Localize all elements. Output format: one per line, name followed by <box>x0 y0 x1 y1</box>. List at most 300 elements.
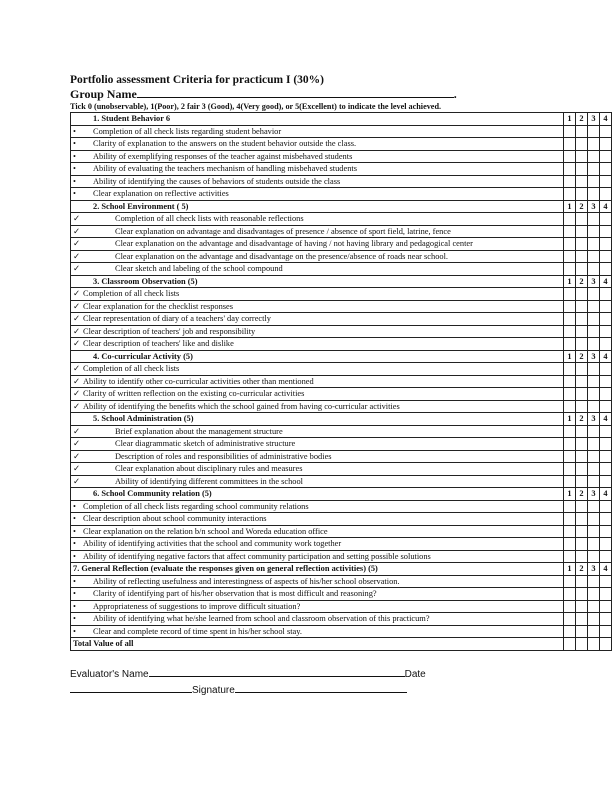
score-header-1[interactable]: 1 <box>564 488 576 501</box>
bullet-icon: • <box>73 514 76 523</box>
section-heading: 4. Co-curricular Activity (5) <box>71 350 564 363</box>
score-cell-4[interactable] <box>600 513 612 526</box>
score-cell-2[interactable] <box>576 375 588 388</box>
score-header-3[interactable]: 3 <box>588 563 600 576</box>
evaluator-name-field[interactable] <box>149 667 405 677</box>
score-cell-4[interactable] <box>600 225 612 238</box>
score-cell-4[interactable] <box>600 263 612 276</box>
criteria-text: Ability of reflecting usefulness and interestingness of aspects of his/her school observation. <box>93 576 400 586</box>
score-cell-1[interactable] <box>564 250 576 263</box>
checkmark-icon: ✓ <box>73 476 81 486</box>
score-cell-2[interactable] <box>576 588 588 601</box>
score-cell-3[interactable] <box>588 263 600 276</box>
score-header-2[interactable]: 2 <box>576 200 588 213</box>
criteria-text: Clear description of teachers' like and dislike <box>83 339 234 348</box>
score-cell-3[interactable] <box>588 175 600 188</box>
score-cell-2[interactable] <box>576 625 588 638</box>
bullet-icon: • <box>73 539 76 548</box>
score-cell-1[interactable] <box>564 225 576 238</box>
score-cell-2[interactable] <box>576 500 588 513</box>
evaluator-row <box>70 667 590 680</box>
checkmark-icon: ✓ <box>73 226 81 236</box>
score-cell-4[interactable] <box>600 463 612 476</box>
score-header-4[interactable]: 4 <box>600 563 612 576</box>
date-label: Date <box>404 669 426 680</box>
criteria-row <box>71 600 612 613</box>
score-header-3[interactable]: 3 <box>588 275 600 288</box>
criteria-row <box>71 300 612 313</box>
score-cell-1[interactable] <box>564 600 576 613</box>
score-cell-4[interactable] <box>600 375 612 388</box>
criteria-row <box>71 538 612 551</box>
section-header-row <box>71 113 612 126</box>
score-cell-4[interactable] <box>600 250 612 263</box>
score-cell-4[interactable] <box>600 125 612 138</box>
checkmark-icon: ✓ <box>73 364 81 373</box>
score-header-4[interactable]: 4 <box>600 350 612 363</box>
score-header-2[interactable]: 2 <box>576 563 588 576</box>
score-cell-3[interactable] <box>588 138 600 151</box>
score-cell-3[interactable] <box>588 225 600 238</box>
score-cell-1[interactable] <box>564 538 576 551</box>
score-cell-4[interactable] <box>600 363 612 376</box>
checkmark-icon: ✓ <box>73 326 81 336</box>
criteria-text: Ability to identify other co-curricular activities other than mentioned <box>83 376 314 386</box>
score-cell-3[interactable] <box>588 625 600 638</box>
criteria-text: Clarity of identifying part of his/her observation that is most difficult and reasoning? <box>93 589 377 598</box>
criteria-row <box>71 363 612 376</box>
criteria-row <box>71 425 612 438</box>
score-header-2[interactable]: 2 <box>576 413 588 426</box>
criteria-row <box>71 475 612 488</box>
score-cell-3[interactable] <box>588 288 600 301</box>
score-cell-1[interactable] <box>564 450 576 463</box>
evaluator-name-label: Evaluator's Name <box>70 669 149 680</box>
score-cell-4[interactable] <box>600 575 612 588</box>
total-score-cell[interactable] <box>564 638 576 651</box>
section-heading: 5. School Administration (5) <box>71 413 564 426</box>
score-cell-1[interactable] <box>564 175 576 188</box>
score-cell-1[interactable] <box>564 588 576 601</box>
score-header-2[interactable]: 2 <box>576 350 588 363</box>
score-cell-4[interactable] <box>600 613 612 626</box>
score-cell-1[interactable] <box>564 550 576 563</box>
score-cell-4[interactable] <box>600 538 612 551</box>
score-header-3[interactable]: 3 <box>588 350 600 363</box>
criteria-row <box>71 263 612 276</box>
checkmark-icon: ✓ <box>73 439 81 448</box>
bullet-icon: • <box>73 164 76 173</box>
score-cell-3[interactable] <box>588 250 600 263</box>
score-cell-1[interactable] <box>564 575 576 588</box>
criteria-text: Clear sketch and labeling of the school compound <box>115 264 283 273</box>
score-cell-4[interactable] <box>600 288 612 301</box>
criteria-text: Clear description of teachers' job and responsibility <box>83 326 256 336</box>
score-header-1[interactable]: 1 <box>564 563 576 576</box>
score-cell-3[interactable] <box>588 613 600 626</box>
bullet-icon: • <box>73 526 76 536</box>
criteria-row <box>71 613 612 626</box>
criteria-text: Clear explanation for the checklist responses <box>83 301 234 311</box>
criteria-row <box>71 513 612 526</box>
score-cell-4[interactable] <box>600 300 612 313</box>
criteria-row <box>71 175 612 188</box>
checkmark-icon: ✓ <box>73 239 81 248</box>
total-row <box>71 638 612 651</box>
section-header-row <box>71 488 612 501</box>
section-header-row <box>71 350 612 363</box>
score-cell-3[interactable] <box>588 463 600 476</box>
criteria-row <box>71 575 612 588</box>
score-cell-1[interactable] <box>564 338 576 351</box>
score-header-4[interactable]: 4 <box>600 275 612 288</box>
score-cell-4[interactable] <box>600 388 612 401</box>
criteria-text: Appropriateness of suggestions to improve difficult situation? <box>93 601 301 611</box>
score-cell-2[interactable] <box>576 213 588 226</box>
score-header-1[interactable]: 1 <box>564 350 576 363</box>
bullet-icon: • <box>73 576 76 586</box>
score-cell-3[interactable] <box>588 425 600 438</box>
score-cell-1[interactable] <box>564 138 576 151</box>
criteria-text: Completion of all check lists with reasonable reflections <box>115 214 304 223</box>
criteria-row <box>71 525 612 538</box>
score-cell-1[interactable] <box>564 375 576 388</box>
score-cell-1[interactable] <box>564 325 576 338</box>
score-cell-3[interactable] <box>588 163 600 176</box>
score-cell-2[interactable] <box>576 475 588 488</box>
score-cell-4[interactable] <box>600 325 612 338</box>
score-cell-2[interactable] <box>576 438 588 451</box>
score-cell-2[interactable] <box>576 225 588 238</box>
score-cell-4[interactable] <box>600 238 612 251</box>
criteria-row <box>71 213 612 226</box>
score-cell-2[interactable] <box>576 513 588 526</box>
checkmark-icon: ✓ <box>73 251 81 261</box>
score-header-1[interactable]: 1 <box>564 200 576 213</box>
criteria-row <box>71 313 612 326</box>
score-cell-4[interactable] <box>600 163 612 176</box>
score-cell-2[interactable] <box>576 313 588 326</box>
score-cell-2[interactable] <box>576 325 588 338</box>
score-header-1[interactable]: 1 <box>564 413 576 426</box>
criteria-row <box>71 588 612 601</box>
criteria-text: Clarity of explanation to the answers on the student behavior outside the class. <box>93 139 357 148</box>
score-header-1[interactable]: 1 <box>564 275 576 288</box>
score-cell-2[interactable] <box>576 613 588 626</box>
score-header-2[interactable]: 2 <box>576 113 588 126</box>
score-cell-4[interactable] <box>600 313 612 326</box>
tick-instruction: Tick 0 (unobservable), 1(Poor), 2 fair 3 (Good), 4(Very good), or 5(Excellent) to indicate the level achieved. <box>70 102 442 111</box>
score-cell-2[interactable] <box>576 525 588 538</box>
total-score-cell[interactable] <box>576 638 588 651</box>
score-cell-4[interactable] <box>600 625 612 638</box>
criteria-row <box>71 463 612 476</box>
score-cell-1[interactable] <box>564 400 576 413</box>
total-score-cell[interactable] <box>600 638 612 651</box>
checkmark-icon: ✓ <box>73 451 81 461</box>
criteria-row <box>71 125 612 138</box>
criteria-text: Ability of identifying different committees in the school <box>115 476 304 486</box>
score-cell-3[interactable] <box>588 125 600 138</box>
score-cell-2[interactable] <box>576 400 588 413</box>
criteria-row <box>71 150 612 163</box>
criteria-row <box>71 550 612 563</box>
score-cell-4[interactable] <box>600 450 612 463</box>
score-cell-3[interactable] <box>588 538 600 551</box>
score-cell-3[interactable] <box>588 450 600 463</box>
score-cell-3[interactable] <box>588 238 600 251</box>
score-cell-3[interactable] <box>588 375 600 388</box>
section-heading: 1. Student Behavior 6 <box>71 113 564 126</box>
score-cell-4[interactable] <box>600 150 612 163</box>
criteria-text: Description of roles and responsibilities of administrative bodies <box>115 451 332 461</box>
score-cell-3[interactable] <box>588 188 600 201</box>
score-cell-4[interactable] <box>600 138 612 151</box>
score-cell-3[interactable] <box>588 338 600 351</box>
score-cell-2[interactable] <box>576 175 588 188</box>
score-cell-4[interactable] <box>600 588 612 601</box>
criteria-table-body <box>71 113 612 651</box>
score-cell-3[interactable] <box>588 363 600 376</box>
score-cell-1[interactable] <box>564 475 576 488</box>
score-header-3[interactable]: 3 <box>588 113 600 126</box>
criteria-row <box>71 500 612 513</box>
criteria-text: Clear explanation about disciplinary rules and measures <box>115 464 303 473</box>
criteria-row <box>71 625 612 638</box>
checkmark-icon: ✓ <box>73 426 81 436</box>
score-cell-1[interactable] <box>564 313 576 326</box>
section-header-row <box>71 275 612 288</box>
bullet-icon: • <box>73 626 76 636</box>
score-cell-1[interactable] <box>564 163 576 176</box>
score-cell-4[interactable] <box>600 475 612 488</box>
checkmark-icon: ✓ <box>73 464 81 473</box>
group-name-label: Group Name <box>70 87 137 101</box>
criteria-text: Ability of identifying what he/she learned from school and classroom observation of this practicum? <box>93 614 430 623</box>
score-cell-3[interactable] <box>588 575 600 588</box>
criteria-text: Clear explanation on reflective activities <box>93 189 229 198</box>
score-cell-2[interactable] <box>576 425 588 438</box>
score-cell-3[interactable] <box>588 475 600 488</box>
score-header-4[interactable]: 4 <box>600 488 612 501</box>
score-cell-3[interactable] <box>588 313 600 326</box>
criteria-row <box>71 325 612 338</box>
score-cell-2[interactable] <box>576 263 588 276</box>
criteria-row <box>71 188 612 201</box>
score-cell-4[interactable] <box>600 550 612 563</box>
score-header-2[interactable]: 2 <box>576 488 588 501</box>
section-header-row <box>71 200 612 213</box>
criteria-table <box>70 112 612 651</box>
score-cell-4[interactable] <box>600 438 612 451</box>
bullet-icon: • <box>73 614 76 623</box>
form-title: Portfolio assessment Criteria for practicum I (30%) <box>70 74 324 86</box>
criteria-text: Clear explanation on advantage and disadvantages of presence / absence of sport field, latrine, fence <box>115 226 451 236</box>
score-cell-2[interactable] <box>576 463 588 476</box>
criteria-text: Clear explanation on the advantage and disadvantage on the presence/absence of roads near school. <box>115 251 449 261</box>
checkmark-icon: ✓ <box>73 301 81 311</box>
section-heading: 7. General Reflection (evaluate the responses given on general reflection activities) (5) <box>71 563 564 576</box>
bullet-icon: • <box>73 151 76 161</box>
criteria-text: Clear representation of diary of a teachers' day correctly <box>83 314 271 323</box>
signature-row <box>70 683 590 696</box>
score-cell-2[interactable] <box>576 550 588 563</box>
checkmark-icon: ✓ <box>73 389 81 398</box>
score-cell-4[interactable] <box>600 525 612 538</box>
score-cell-2[interactable] <box>576 450 588 463</box>
criteria-text: Ability of identifying the benefits which the school gained from having co-curricular activities <box>83 401 400 411</box>
score-header-4[interactable]: 4 <box>600 200 612 213</box>
score-cell-1[interactable] <box>564 513 576 526</box>
score-cell-3[interactable] <box>588 513 600 526</box>
criteria-row <box>71 163 612 176</box>
bullet-icon: • <box>73 501 76 511</box>
score-cell-3[interactable] <box>588 400 600 413</box>
score-cell-1[interactable] <box>564 463 576 476</box>
score-cell-2[interactable] <box>576 575 588 588</box>
score-cell-1[interactable] <box>564 388 576 401</box>
score-cell-2[interactable] <box>576 388 588 401</box>
score-cell-2[interactable] <box>576 188 588 201</box>
score-cell-1[interactable] <box>564 288 576 301</box>
score-cell-3[interactable] <box>588 150 600 163</box>
criteria-text: Completion of all check lists <box>83 289 180 298</box>
score-cell-2[interactable] <box>576 300 588 313</box>
criteria-row <box>71 438 612 451</box>
criteria-text: Ability of identifying the causes of behaviors of students outside the class <box>93 176 341 186</box>
score-cell-2[interactable] <box>576 600 588 613</box>
criteria-text: Completion of all check lists regarding school community relations <box>83 501 309 511</box>
total-score-cell[interactable] <box>588 638 600 651</box>
criteria-text: Clear diagrammatic sketch of administrative structure <box>115 439 296 448</box>
score-cell-1[interactable] <box>564 613 576 626</box>
score-cell-3[interactable] <box>588 213 600 226</box>
score-cell-1[interactable] <box>564 125 576 138</box>
score-cell-2[interactable] <box>576 163 588 176</box>
bullet-icon: • <box>73 551 76 561</box>
score-cell-3[interactable] <box>588 300 600 313</box>
score-cell-4[interactable] <box>600 500 612 513</box>
criteria-text: Completion of all check lists regarding student behavior <box>93 126 282 136</box>
score-cell-1[interactable] <box>564 500 576 513</box>
score-cell-1[interactable] <box>564 363 576 376</box>
score-cell-3[interactable] <box>588 325 600 338</box>
score-cell-1[interactable] <box>564 625 576 638</box>
score-header-4[interactable]: 4 <box>600 113 612 126</box>
criteria-row <box>71 338 612 351</box>
criteria-row <box>71 288 612 301</box>
score-cell-3[interactable] <box>588 550 600 563</box>
score-cell-4[interactable] <box>600 188 612 201</box>
checkmark-icon: ✓ <box>73 214 81 223</box>
score-cell-2[interactable] <box>576 125 588 138</box>
score-cell-3[interactable] <box>588 388 600 401</box>
score-cell-2[interactable] <box>576 338 588 351</box>
checkmark-icon: ✓ <box>73 339 81 348</box>
score-cell-2[interactable] <box>576 363 588 376</box>
score-cell-1[interactable] <box>564 300 576 313</box>
checkmark-icon: ✓ <box>73 401 81 411</box>
score-cell-2[interactable] <box>576 250 588 263</box>
score-header-4[interactable]: 4 <box>600 413 612 426</box>
score-cell-4[interactable] <box>600 213 612 226</box>
criteria-text: Brief explanation about the management structure <box>115 426 283 436</box>
score-cell-3[interactable] <box>588 588 600 601</box>
criteria-row <box>71 388 612 401</box>
section-header-row <box>71 413 612 426</box>
score-cell-3[interactable] <box>588 525 600 538</box>
score-cell-3[interactable] <box>588 600 600 613</box>
criteria-text: Ability of identifying negative factors that affect community participation and setting possible solutions <box>83 551 431 561</box>
criteria-row <box>71 225 612 238</box>
score-header-1[interactable]: 1 <box>564 113 576 126</box>
score-cell-4[interactable] <box>600 600 612 613</box>
score-header-3[interactable]: 3 <box>588 488 600 501</box>
score-header-3[interactable]: 3 <box>588 200 600 213</box>
score-cell-1[interactable] <box>564 213 576 226</box>
score-cell-2[interactable] <box>576 538 588 551</box>
checkmark-icon: ✓ <box>73 376 81 386</box>
checkmark-icon: ✓ <box>73 289 81 298</box>
criteria-text: Ability of evaluating the teachers mechanism of handling misbehaved students <box>93 164 357 173</box>
section-heading: 2. School Environment ( 5) <box>71 200 564 213</box>
score-cell-1[interactable] <box>564 525 576 538</box>
score-cell-4[interactable] <box>600 400 612 413</box>
criteria-text: Clear description about school community interactions <box>83 514 267 523</box>
signature-field[interactable] <box>235 683 407 693</box>
score-cell-1[interactable] <box>564 150 576 163</box>
criteria-row <box>71 450 612 463</box>
score-cell-2[interactable] <box>576 288 588 301</box>
score-cell-1[interactable] <box>564 263 576 276</box>
score-cell-2[interactable] <box>576 138 588 151</box>
checkmark-icon: ✓ <box>73 264 81 273</box>
bullet-icon: • <box>73 126 76 136</box>
criteria-row <box>71 238 612 251</box>
group-name-row <box>70 87 600 101</box>
bullet-icon: • <box>73 601 76 611</box>
criteria-text: Ability of identifying activities that the school and community work together <box>83 539 342 548</box>
score-cell-2[interactable] <box>576 150 588 163</box>
score-cell-4[interactable] <box>600 338 612 351</box>
score-cell-1[interactable] <box>564 425 576 438</box>
bullet-icon: • <box>73 139 76 148</box>
score-cell-1[interactable] <box>564 438 576 451</box>
criteria-text: Clear explanation on the relation b/n school and Woreda education office <box>83 526 328 536</box>
section-header-row <box>71 563 612 576</box>
assessment-form <box>70 73 608 651</box>
criteria-text: Clarity of written reflection on the existing co-curricular activities <box>83 389 305 398</box>
score-header-2[interactable]: 2 <box>576 275 588 288</box>
score-cell-4[interactable] <box>600 175 612 188</box>
bullet-icon: • <box>73 176 76 186</box>
score-cell-2[interactable] <box>576 238 588 251</box>
checkmark-icon: ✓ <box>73 314 81 323</box>
score-cell-1[interactable] <box>564 188 576 201</box>
score-cell-3[interactable] <box>588 500 600 513</box>
group-name-end: . <box>453 87 457 101</box>
signature-label: Signature <box>192 685 235 696</box>
score-cell-3[interactable] <box>588 438 600 451</box>
score-cell-4[interactable] <box>600 425 612 438</box>
criteria-text: Completion of all check lists <box>83 364 180 373</box>
score-header-3[interactable]: 3 <box>588 413 600 426</box>
score-cell-1[interactable] <box>564 238 576 251</box>
criteria-text: Clear and complete record of time spent in his/her school stay. <box>93 626 303 636</box>
criteria-text: Ability of exemplifying responses of the teacher against misbehaved students <box>93 151 353 161</box>
group-name-field[interactable] <box>137 87 454 98</box>
section-heading: 6. School Community relation (5) <box>71 488 564 501</box>
